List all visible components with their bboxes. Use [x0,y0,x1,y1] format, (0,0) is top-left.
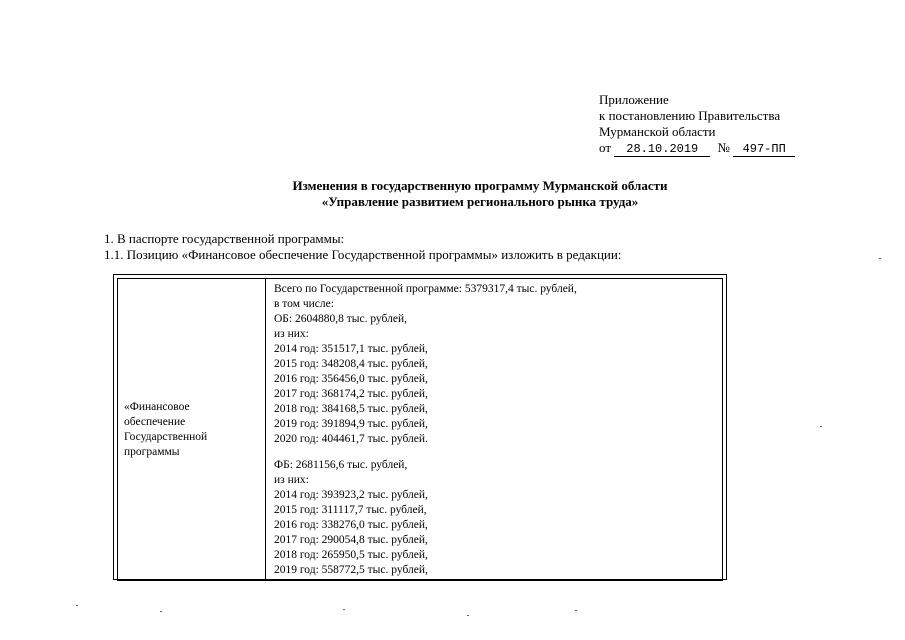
number-sign: № [717,140,730,155]
fb-year-line: 2019 год: 558772,5 тыс. рублей, [274,564,428,576]
blank-spacer [274,447,718,458]
table-row [118,279,723,581]
fb-year-line: 2017 год: 290054,8 тыс. рублей, [274,534,428,546]
scan-speck [575,610,577,611]
label-line: обеспечение [124,415,186,428]
scan-speck [160,611,162,612]
scan-speck [76,605,78,606]
fb-total-line: ФБ: 2681156,6 тыс. рублей, [274,459,408,471]
fb-year-line: 2018 год: 265950,5 тыс. рублей, [274,549,428,561]
ob-year-line: 2015 год: 348208,4 тыс. рублей, [274,358,428,370]
document-title-line-2: «Управление развитием регионального рынка труда» [321,194,639,209]
ob-year-line: 2017 год: 368174,2 тыс. рублей, [274,388,428,400]
ob-of-which-line: из них: [274,328,309,340]
total-line: Всего по Государственной программе: 5379317,4 тыс. рублей, [274,283,577,295]
ob-year-line: 2014 год: 351517,1 тыс. рублей, [274,343,428,355]
paragraph-1: 1. В паспорте государственной программы: [104,231,345,246]
table-label-cell [118,279,266,581]
paragraph-1-1: 1.1. Позицию «Финансовое обеспечение Государственной программы» изложить в редакции: [104,247,622,262]
ob-year-line: 2020 год: 404461,7 тыс. рублей. [274,433,428,445]
fb-year-line: 2014 год: 393923,2 тыс. рублей, [274,489,428,501]
scan-speck [879,258,881,259]
including-line: в том числе: [274,298,334,310]
appendix-line-3: Мурманской области [599,124,716,139]
scan-speck [467,615,469,616]
ob-year-line: 2019 год: 391894,9 тыс. рублей, [274,418,428,430]
label-line: Государственной [124,430,208,443]
ob-total-line: ОБ: 2604880,8 тыс. рублей, [274,313,407,325]
fb-year-line: 2015 год: 311117,7 тыс. рублей, [274,504,427,516]
decree-number: 497-ПП [733,143,795,157]
appendix-line-2: к постановлению Правительства [599,108,781,123]
appendix-line-1: Приложение [599,92,669,107]
label-line: программы [124,445,180,458]
ob-year-line: 2018 год: 384168,5 тыс. рублей, [274,403,428,415]
document-title-line-1: Изменения в государственную программу Мурманской области [292,178,668,193]
fb-year-line: 2016 год: 338276,0 тыс. рублей, [274,519,428,531]
table-value-cell [266,279,723,581]
scan-speck [343,609,345,610]
scan-speck [820,426,822,427]
ob-year-line: 2016 год: 356456,0 тыс. рублей, [274,373,428,385]
appendix-date-line [599,140,795,157]
label-line: «Финансовое [124,400,190,413]
financing-table [117,278,723,581]
from-label: от [599,140,612,155]
appendix-block [599,92,795,157]
fb-of-which-line: из них: [274,474,309,486]
decree-date: 28.10.2019 [614,143,710,157]
